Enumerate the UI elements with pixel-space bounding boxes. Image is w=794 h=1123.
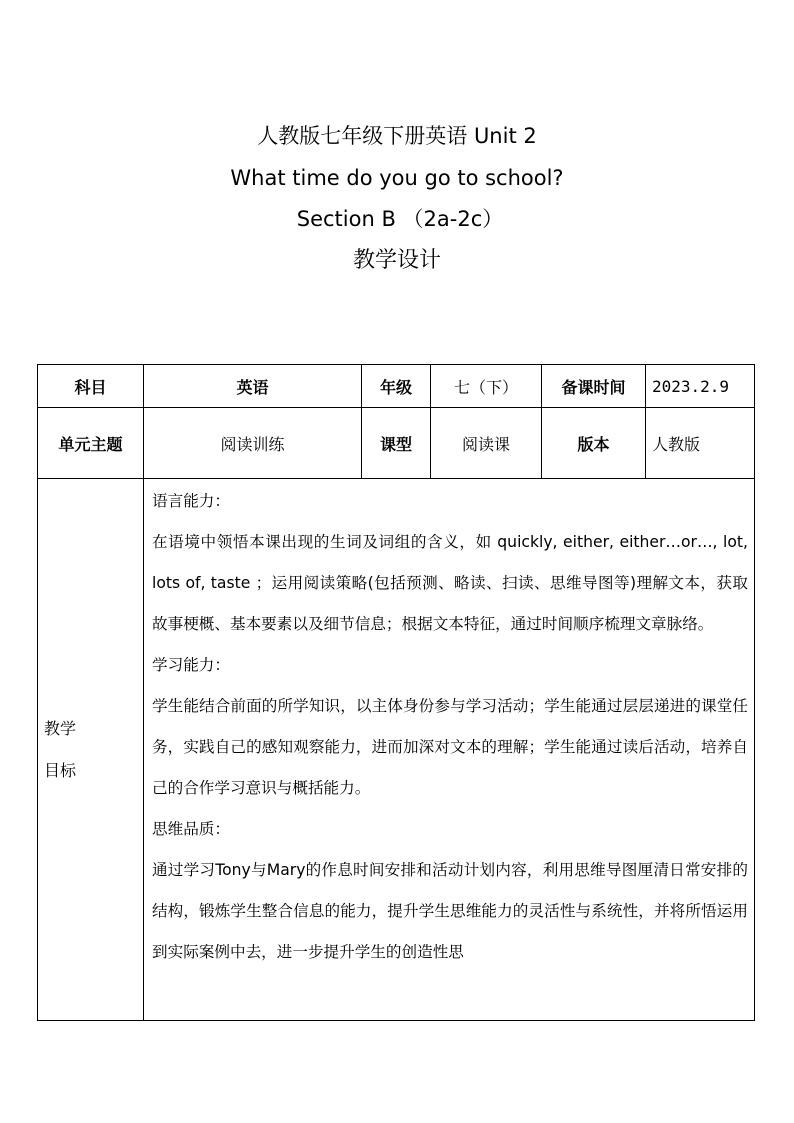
edition-label: 版本 [542,408,646,479]
design-heading: 教学设计 [352,248,441,273]
table-row [38,365,755,408]
lesson-type-label: 课型 [362,408,431,479]
thinking-quality-text: 通过学习Tony与Mary的作息时间安排和活动计划内容，利用思维导图厘清日常安排的结构，锻炼学生整合信息的能力，提升学生思维能力的灵活性与系统性，并将所悟运用到实际案例中去，进一步提升学生的创造性思 [152,861,748,961]
objectives-label-line2: 目标 [44,760,77,780]
table-row [38,479,755,1021]
lesson-type-value: 阅读课 [431,408,542,479]
prep-time-value: 2023.2.9 [646,365,755,408]
section-subtitle: Section B （2a-2c） [296,207,504,231]
subject-value: 英语 [144,365,362,408]
unit-theme-value: 阅读训练 [144,408,362,479]
objectives-content [144,479,755,1021]
grade-value: 七（下） [431,365,542,408]
learning-ability-text: 学生能结合前面的所学知识，以主体身份参与学习活动；学生能通过层层递进的课堂任务，实践自己的感知观察能力，进而加深对文本的理解；学生能通过读后活动，培养自己的合作学习意识与概括能力。 [152,697,748,797]
grade-label: 年级 [362,365,431,408]
subject-label: 科目 [38,365,144,408]
thinking-quality-heading: 思维品质： [152,820,230,838]
prep-time-label: 备课时间 [542,365,646,408]
unit-theme-label: 单元主题 [38,408,144,479]
lesson-plan-table [37,364,755,1021]
table-row [38,408,755,479]
edition-value: 人教版 [646,408,755,479]
objectives-label [38,479,144,1021]
document-title: 人教版七年级下册英语 Unit 2 [257,124,537,148]
unit-subtitle: What time do you go to school? [230,166,564,190]
language-ability-text: 在语境中领悟本课出现的生词及词组的含义，如 quickly, either, either…or…, lot, lots of, taste ；运用阅读策略(包括预测、略读、扫读、思维导图等)理解文本，获取故事梗概、基本要素以及细节信息；根据文本特征，通过时间顺序梳理文章脉络。 [152,533,748,633]
language-ability-heading: 语言能力： [152,492,230,510]
objectives-label-line1: 教学 [44,718,77,738]
learning-ability-heading: 学习能力： [152,656,230,674]
